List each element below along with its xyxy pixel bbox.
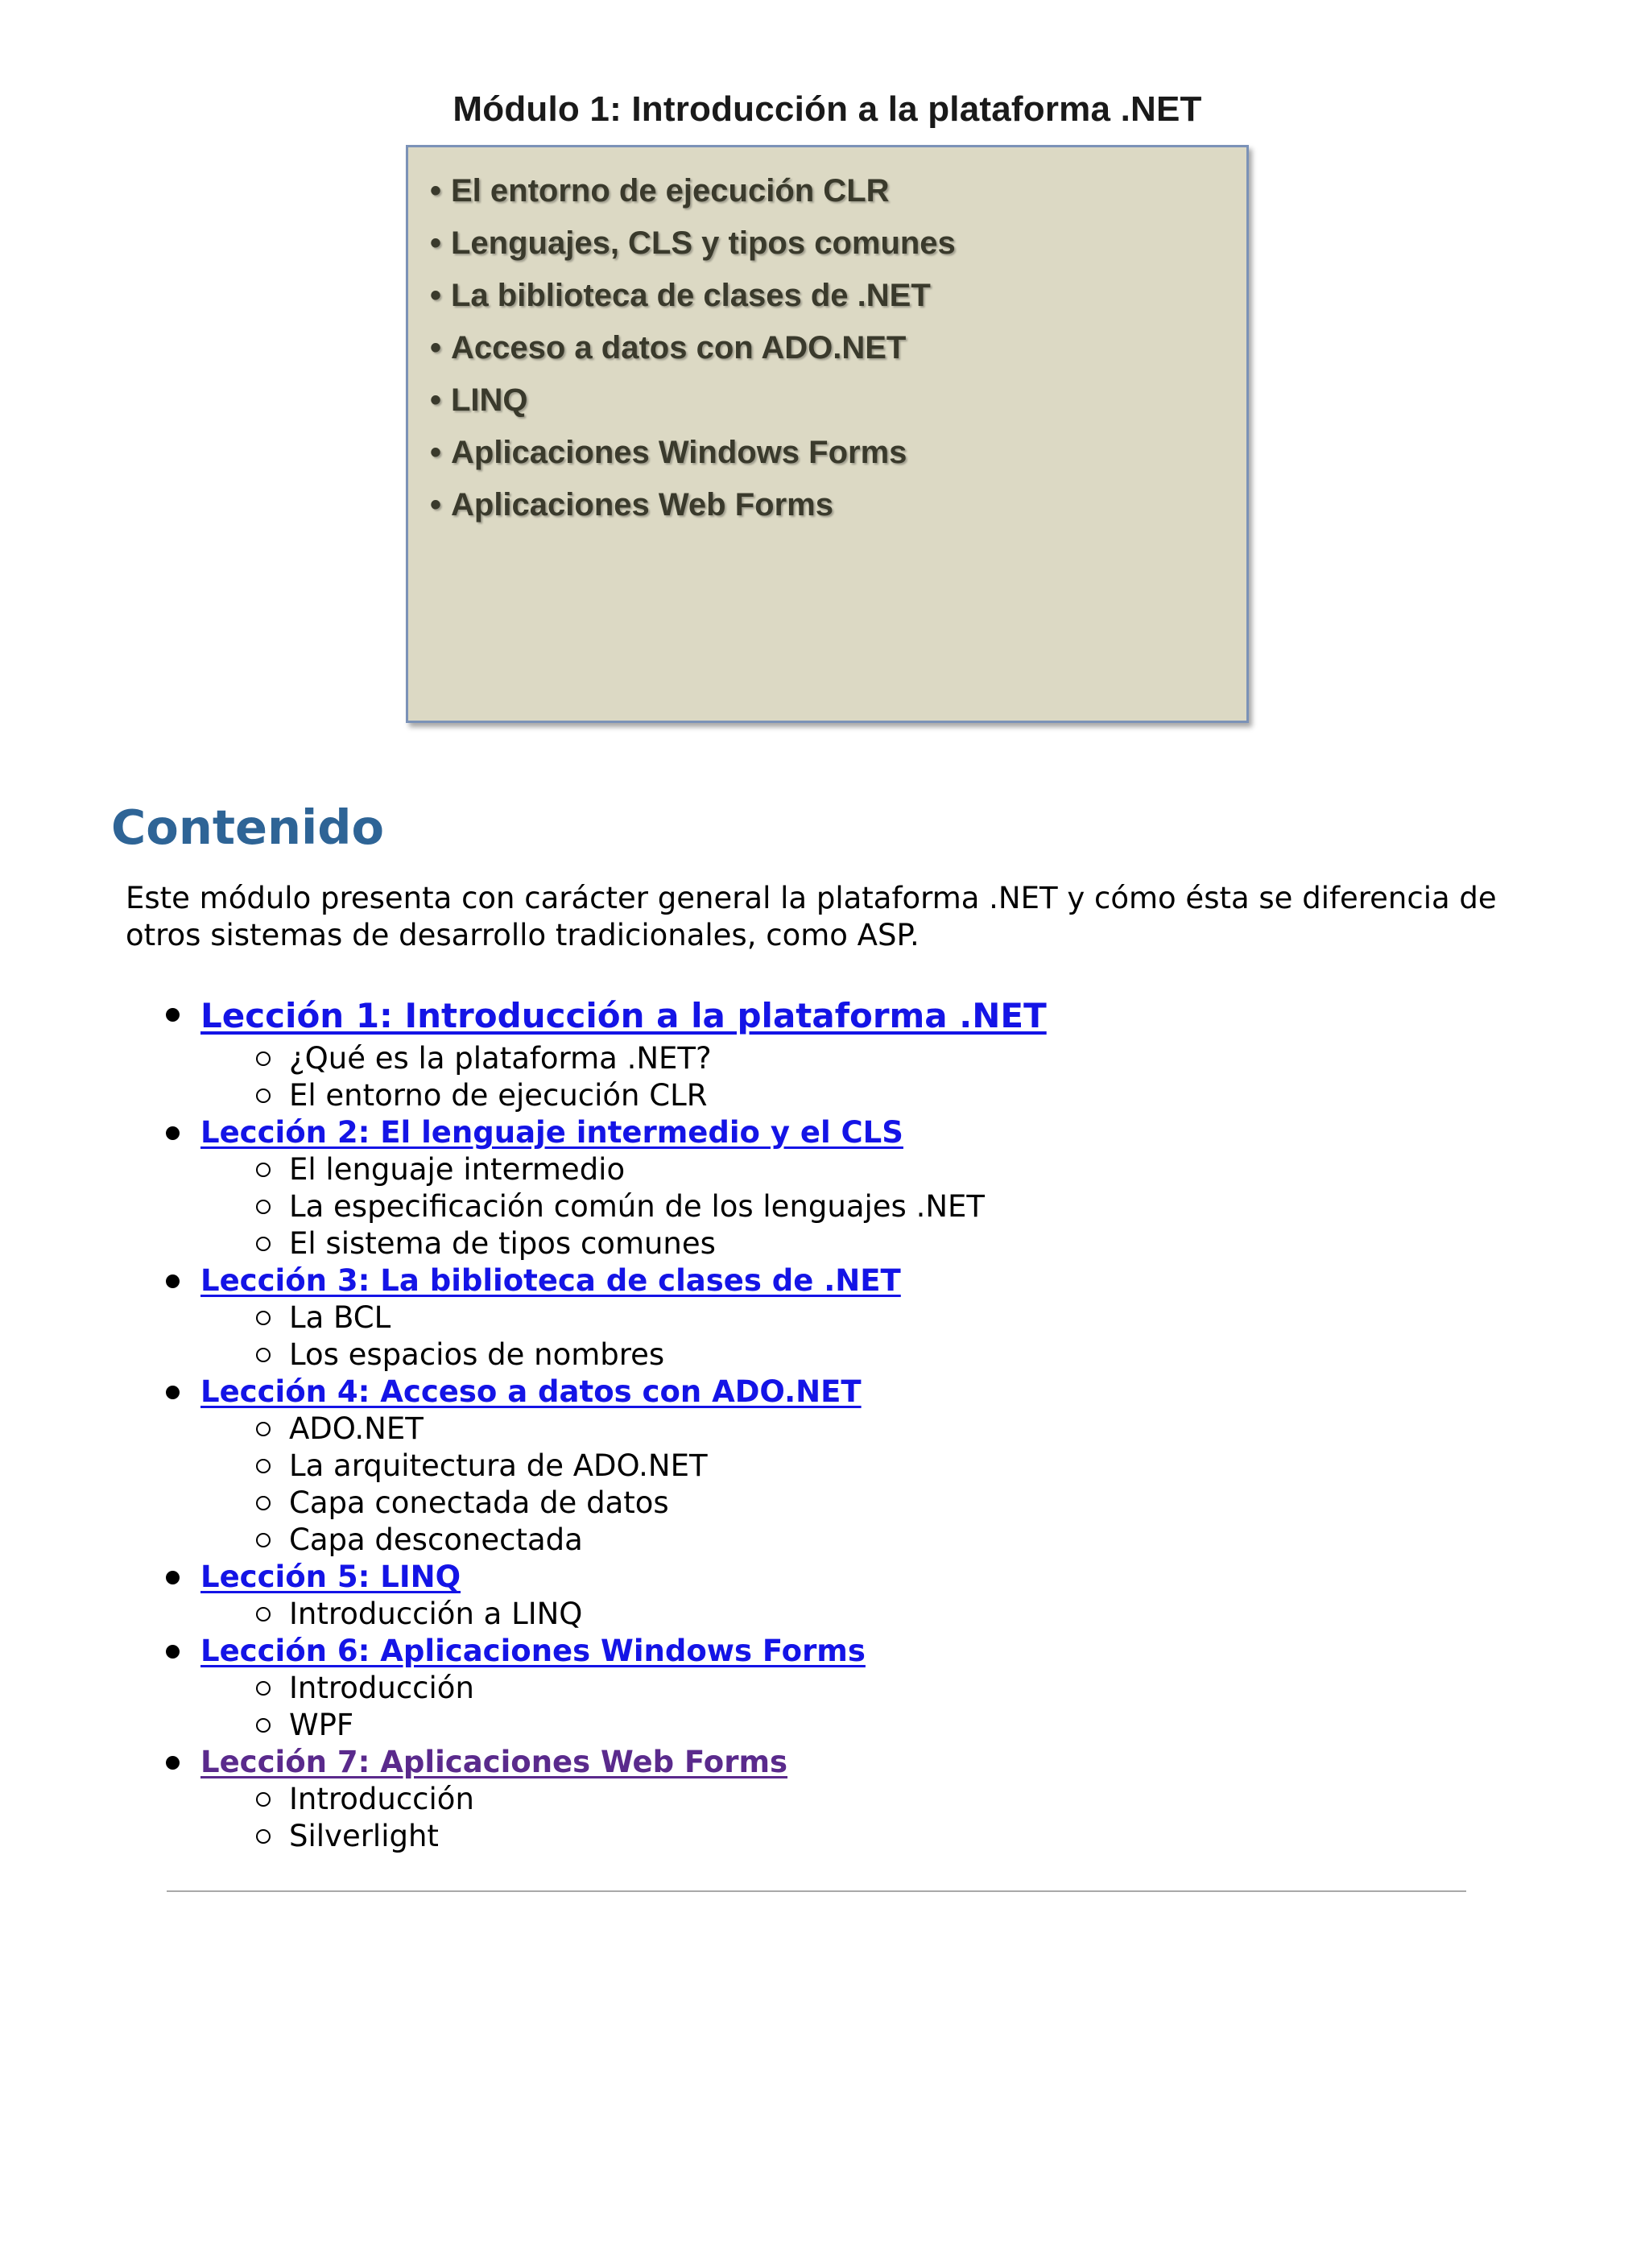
slide-bullet-item: • El entorno de ejecución CLR: [430, 165, 956, 217]
subtopic-item: ADO.NET: [0, 1411, 1649, 1448]
subtopic-item: WPF: [0, 1707, 1649, 1744]
slide-bullet-icon: •: [430, 225, 442, 261]
slide-bullet-icon: •: [430, 278, 442, 313]
slide-content-box: [406, 145, 1249, 723]
subtopic-item: Los espacios de nombres: [0, 1336, 1649, 1374]
slide-bullet-item: • Lenguajes, CLS y tipos comunes: [430, 217, 956, 270]
bullet-disc-icon: [166, 1274, 180, 1288]
subtopic-item: La especificación común de los lenguajes .NET: [0, 1188, 1649, 1225]
bullet-circle-icon: [256, 1533, 271, 1547]
lesson-5-link[interactable]: Lección 5: LINQ: [200, 1560, 461, 1594]
lesson-7-subtopics: [0, 1781, 1649, 1855]
slide-bullet-icon: •: [430, 330, 442, 366]
bullet-circle-icon: [256, 1829, 271, 1844]
subtopic-item: La arquitectura de ADO.NET: [0, 1448, 1649, 1485]
lesson-1-link[interactable]: Lección 1: Introducción a la plataforma .NET: [200, 996, 1047, 1035]
subtopic-item: El entorno de ejecución CLR: [0, 1077, 1649, 1114]
lesson-item-7: [0, 1744, 1649, 1855]
subtopic-item: Introducción: [0, 1670, 1649, 1707]
lesson-4-subtopics: [0, 1411, 1649, 1559]
lesson-7-link[interactable]: Lección 7: Aplicaciones Web Forms: [200, 1745, 788, 1779]
lesson-3-link[interactable]: Lección 3: La biblioteca de clases de .NET: [200, 1263, 901, 1298]
lesson-item-4: [0, 1374, 1649, 1559]
bullet-disc-icon: [166, 1571, 180, 1584]
horizontal-divider: [167, 1890, 1466, 1892]
bullet-circle-icon: [256, 1311, 271, 1325]
bullet-circle-icon: [256, 1496, 271, 1510]
slide-bullet-icon: •: [430, 173, 442, 209]
subtopic-item: Introducción: [0, 1781, 1649, 1818]
lesson-1-subtopics: [0, 1040, 1649, 1114]
slide-bullet-item: • Aplicaciones Windows Forms: [430, 427, 956, 479]
subtopic-item: Capa conectada de datos: [0, 1485, 1649, 1522]
slide-title: Módulo 1: Introducción a la plataforma .NET: [453, 89, 1202, 129]
lesson-2-subtopics: [0, 1151, 1649, 1262]
bullet-circle-icon: [256, 1200, 271, 1214]
lesson-5-subtopics: [0, 1596, 1649, 1633]
bullet-circle-icon: [256, 1792, 271, 1807]
slide-bullet-icon: •: [430, 435, 442, 470]
lesson-3-subtopics: [0, 1299, 1649, 1374]
slide-bullet-icon: •: [430, 382, 442, 418]
bullet-circle-icon: [256, 1422, 271, 1436]
module-intro-text: Este módulo presenta con carácter general la plataforma .NET y cómo ésta se diferencia de otros sistemas de desarrollo tradicionales, como ASP.: [126, 881, 1497, 952]
slide-bullet-list: [430, 165, 956, 531]
lesson-2-link[interactable]: Lección 2: El lenguaje intermedio y el CLS: [200, 1115, 903, 1150]
lesson-item-5: [0, 1559, 1649, 1633]
slide-bullet-item: • La biblioteca de clases de .NET: [430, 270, 956, 322]
bullet-circle-icon: [256, 1163, 271, 1177]
bullet-circle-icon: [256, 1348, 271, 1362]
lesson-item-2: [0, 1114, 1649, 1262]
slide-bullet-icon: •: [430, 487, 442, 523]
content-heading: Contenido: [111, 799, 385, 855]
subtopic-item: Silverlight: [0, 1818, 1649, 1855]
lesson-item-1: [0, 992, 1649, 1114]
bullet-circle-icon: [256, 1459, 271, 1473]
subtopic-item: ¿Qué es la plataforma .NET?: [0, 1040, 1649, 1077]
bullet-circle-icon: [256, 1681, 271, 1696]
slide-bullet-item: • Aplicaciones Web Forms: [430, 479, 956, 531]
bullet-disc-icon: [166, 1386, 180, 1399]
bullet-circle-icon: [256, 1607, 271, 1621]
lesson-4-link[interactable]: Lección 4: Acceso a datos con ADO.NET: [200, 1374, 862, 1409]
lesson-item-3: [0, 1262, 1649, 1374]
slide-bullet-item: • Acceso a datos con ADO.NET: [430, 322, 956, 374]
bullet-disc-icon: [166, 1645, 180, 1659]
lessons-list: [0, 992, 1649, 1855]
lesson-item-6: [0, 1633, 1649, 1744]
lesson-6-subtopics: [0, 1670, 1649, 1744]
bullet-circle-icon: [256, 1237, 271, 1251]
bullet-circle-icon: [256, 1089, 271, 1103]
bullet-disc-icon: [166, 1008, 180, 1022]
bullet-circle-icon: [256, 1051, 271, 1066]
subtopic-item: El lenguaje intermedio: [0, 1151, 1649, 1188]
bullet-disc-icon: [166, 1126, 180, 1140]
subtopic-item: Introducción a LINQ: [0, 1596, 1649, 1633]
bullet-disc-icon: [166, 1756, 180, 1770]
subtopic-item: El sistema de tipos comunes: [0, 1225, 1649, 1262]
subtopic-item: Capa desconectada: [0, 1522, 1649, 1559]
bullet-circle-icon: [256, 1718, 271, 1733]
slide-bullet-item: • LINQ: [430, 374, 956, 427]
lesson-6-link[interactable]: Lección 6: Aplicaciones Windows Forms: [200, 1634, 866, 1668]
subtopic-item: La BCL: [0, 1299, 1649, 1336]
module-slide-image: [399, 77, 1256, 729]
